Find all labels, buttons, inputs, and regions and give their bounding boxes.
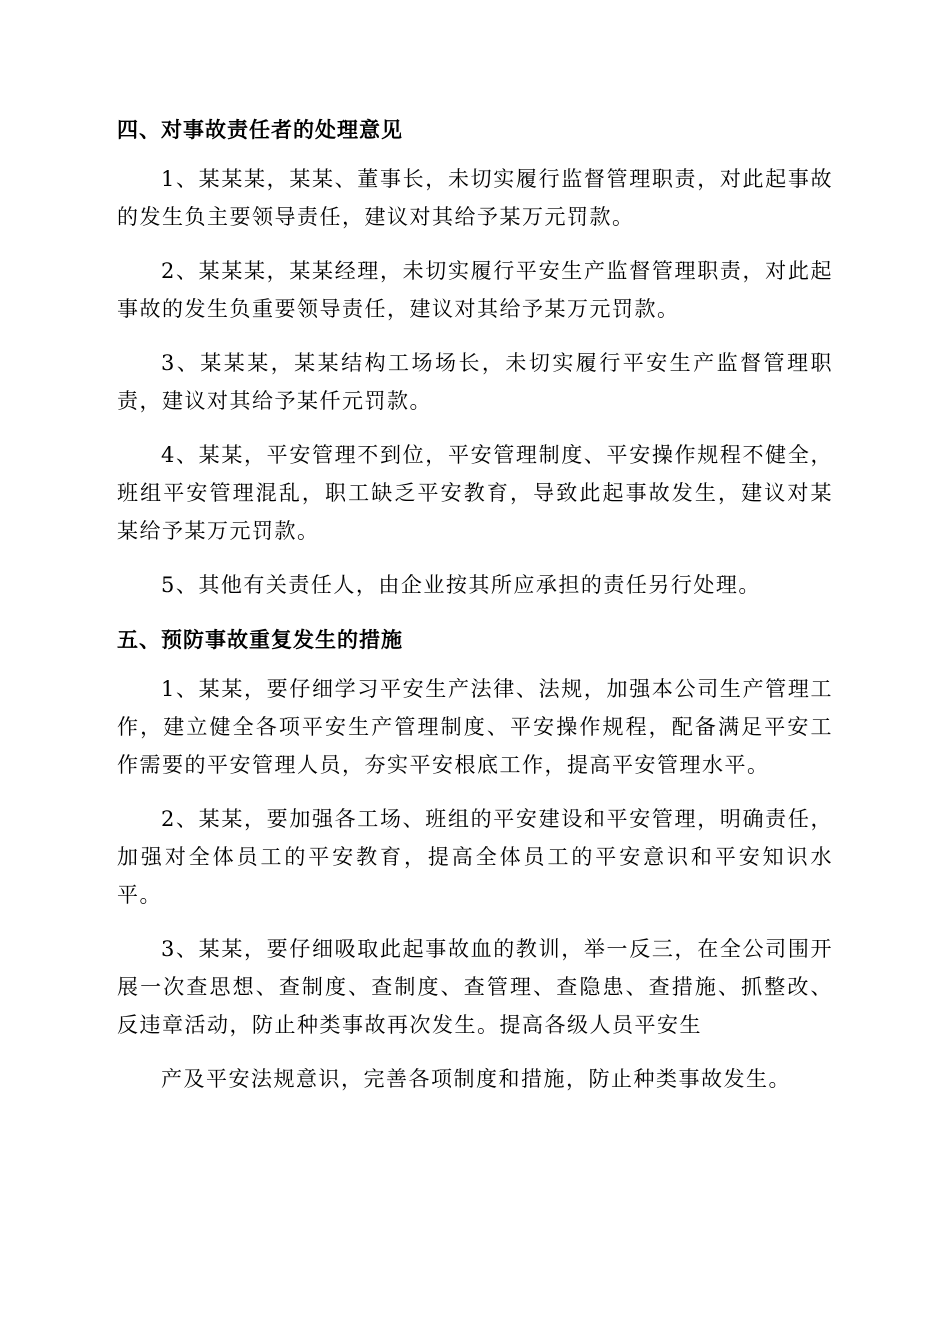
paragraph-item-5: 5、其他有关责任人，由企业按其所应承担的责任另行处理。: [161, 573, 761, 597]
section-heading-prevention: 五、预防事故重复发生的措施: [117, 628, 403, 652]
section-heading-responsibility: 四、对事故责任者的处理意见: [117, 118, 403, 142]
paragraph-measure-3: 3、某某，要仔细吸取此起事故血的教训，举一反三，在全公司围开展一次查思想、查制度、查制度、查管理、查隐患、查措施、抓整改、反违章活动，防止种类事故再次发生。提高各级人员平安生: [117, 937, 833, 1037]
document-body: [117, 110, 833, 1114]
paragraph-item-3: 3、某某某，某某结构工场场长，未切实履行平安生产监督管理职责，建议对其给予某仟元罚款。: [117, 351, 833, 413]
paragraph-item-2: 2、某某某，某某经理，未切实履行平安生产监督管理职责，对此起事故的发生负重要领导责任，建议对其给予某万元罚款。: [117, 259, 833, 321]
paragraph-measure-2: 2、某某，要加强各工场、班组的平安建设和平安管理，明确责任，加强对全体员工的平安教育，提高全体员工的平安意识和平安知识水平。: [117, 807, 833, 907]
paragraph-item-1: 1、某某某，某某、董事长，未切实履行监督管理职责，对此起事故的发生负主要领导责任，建议对其给予某万元罚款。: [117, 167, 833, 229]
paragraph-measure-1: 1、某某，要仔细学习平安生产法律、法规，加强本公司生产管理工作，建立健全各项平安生产管理制度、平安操作规程，配备满足平安工作需要的平安管理人员，夯实平安根底工作，提高平安管理水平。: [117, 677, 833, 777]
paragraph-item-4: 4、某某，平安管理不到位，平安管理制度、平安操作规程不健全，班组平安管理混乱，职工缺乏平安教育，导致此起事故发生，建议对某某给予某万元罚款。: [117, 443, 833, 543]
paragraph-measure-3-continued: 产及平安法规意识，完善各项制度和措施，防止种类事故发生。: [161, 1067, 791, 1091]
